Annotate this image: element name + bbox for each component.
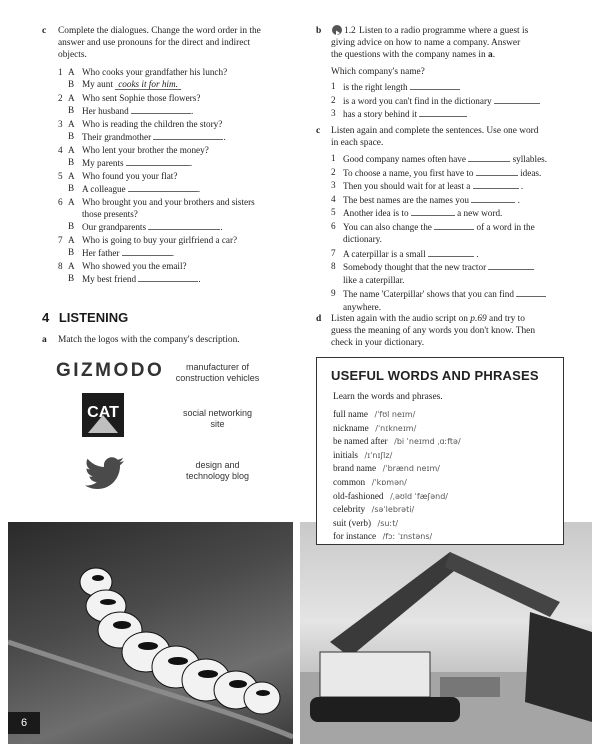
dialogue-response <box>82 220 223 233</box>
section-b-question: Which company's name? <box>331 67 425 77</box>
item-number: 9 <box>331 288 336 298</box>
speaker-b-label: B <box>68 183 75 193</box>
sentence-before: The best names are the names you <box>343 194 472 205</box>
answer-blank[interactable] <box>138 272 201 284</box>
dialogue-question: Who lent your brother the money? <box>82 145 209 155</box>
answer-blank[interactable] <box>428 247 474 257</box>
example-answer: cooks it for him. <box>115 79 181 90</box>
cat-logo-graphic <box>82 393 124 437</box>
sentence-cont: anywhere. <box>343 301 382 312</box>
response-suffix: . <box>191 106 194 116</box>
answer-blank[interactable] <box>434 220 474 230</box>
sentence-before: Somebody thought that the new tractor <box>343 262 489 272</box>
sentence-item <box>331 206 581 220</box>
speaker-b-label: B <box>68 247 75 257</box>
vocab-phonetic: /ɪˈnɪʃlz/ <box>362 450 393 460</box>
instruction-line: objects. <box>58 50 87 60</box>
item-number: 1 <box>331 81 336 91</box>
vocab-phonetic: /ˌəʊld ˈfæʃənd/ <box>387 491 448 501</box>
sentence-item <box>331 179 581 193</box>
sentence-cont: like a caterpillar. <box>343 274 405 285</box>
vocab-phonetic: /suːt/ <box>375 518 399 528</box>
dialogue-number: 7 <box>58 235 63 245</box>
answer-blank[interactable] <box>419 107 467 117</box>
item-number: 8 <box>331 261 336 271</box>
item-number: 3 <box>331 180 336 190</box>
vocab-phonetic: /ˈfʊl neɪm/ <box>371 410 416 419</box>
section-c-right-letter: c <box>316 126 321 136</box>
response-prefix: My parents <box>82 158 126 168</box>
useful-words-title: USEFUL WORDS AND PHRASES <box>331 368 539 383</box>
listening-a-letter: a <box>42 335 47 345</box>
dialogue-line-b <box>58 130 303 144</box>
description-line: manufacturer of <box>185 362 250 372</box>
response-prefix: A colleague <box>82 184 128 194</box>
instruction-text: and try to <box>489 314 525 324</box>
vocab-entry <box>333 490 559 504</box>
instruction-end: . <box>492 50 496 60</box>
section-title: LISTENING <box>58 310 129 325</box>
speaker-b-label: B <box>68 221 75 231</box>
sentence-before: To choose a name, you first have to <box>343 167 476 178</box>
sentence-text <box>343 247 479 260</box>
response-suffix: . <box>171 248 175 258</box>
description-line: design and <box>195 460 240 470</box>
sentence-after: syllables. <box>510 154 548 164</box>
response-prefix: Their grandmother <box>82 132 154 142</box>
instruction-line: answer and use pronouns for the direct and indirect <box>58 38 251 48</box>
instruction-line: Complete the dialogues. Change the word order in the <box>58 26 261 36</box>
instruction-line: check in your dictionary. <box>331 338 425 348</box>
sentence-after: a new word. <box>454 208 503 218</box>
dialogue-line-b <box>58 78 303 92</box>
vocab-word: suit (verb) <box>333 517 372 528</box>
sentence-before: The name 'Caterpillar' shows that you can find <box>343 289 517 299</box>
sentence-after: . <box>515 194 520 205</box>
gizmodo-logo: GIZMODO <box>56 360 165 381</box>
vocab-entry <box>333 422 559 436</box>
section-c-left-letter: c <box>42 26 47 36</box>
speaker-a-label: A <box>68 235 75 245</box>
dialogue-response <box>82 104 193 117</box>
listening-a-instruction: Match the logos with the company's description. <box>58 335 240 345</box>
item-text <box>343 107 467 120</box>
dialogue-question: Who cooks your grandfather his lunch? <box>82 67 228 77</box>
answer-blank[interactable] <box>153 130 226 142</box>
speaker-b-label: B <box>68 273 75 283</box>
answer-blank[interactable] <box>468 152 510 162</box>
instruction-line: guess the meaning of any words you don't know. Then <box>331 326 536 336</box>
item-text <box>343 80 460 93</box>
sentence-after: . <box>518 181 524 191</box>
sentence-before: A caterpillar is a small <box>343 248 428 259</box>
vocab-entry <box>333 476 559 490</box>
useful-words-list <box>333 408 559 544</box>
response-prefix: My best friend <box>82 274 139 284</box>
sentence-text <box>343 179 523 192</box>
caterpillar-photo <box>8 522 293 744</box>
vocab-word: full name <box>333 409 368 419</box>
twitter-bird-icon <box>84 456 126 492</box>
dialogue-line-a <box>58 170 303 182</box>
sentence-text <box>343 260 534 273</box>
listening-heading <box>42 310 128 325</box>
sentence-item <box>331 166 581 180</box>
sentence-item <box>331 287 581 301</box>
description-social <box>160 408 275 430</box>
vocab-entry <box>333 449 559 463</box>
answer-blank[interactable] <box>126 156 193 168</box>
dialogue-line-b <box>58 246 303 260</box>
vocab-phonetic: /ˈkɒmən/ <box>369 477 407 487</box>
dialogue-response <box>82 156 192 169</box>
answer-blank[interactable] <box>128 182 201 194</box>
sentence-item <box>331 220 581 234</box>
sentence-item-cont <box>331 274 581 288</box>
sentence-text <box>343 206 502 219</box>
dialogue-number: 2 <box>58 93 63 103</box>
vocab-word: be named after <box>333 436 388 447</box>
item-label: has a story behind it <box>343 109 420 119</box>
vocab-entry <box>333 530 559 544</box>
section-b-track: 1.2 <box>344 26 356 36</box>
vocab-phonetic: /bi ˈneɪmd ˌɑːftə/ <box>391 437 461 447</box>
sentence-text <box>343 152 547 165</box>
answer-blank[interactable] <box>494 94 540 104</box>
instruction-line <box>331 313 535 325</box>
dialogue-question: Who showed you the email? <box>82 261 187 271</box>
section-b-items <box>331 80 581 121</box>
response-suffix: . <box>223 132 226 142</box>
item-text <box>343 94 540 107</box>
instruction-bold: a <box>488 50 493 60</box>
dialogue-list <box>58 66 303 286</box>
response-prefix: Our grandparents <box>82 222 149 232</box>
vocab-entry <box>333 517 559 531</box>
vocab-phonetic: /ˈnɪkneɪm/ <box>372 423 417 433</box>
description-line: social networking <box>182 408 253 418</box>
item-number: 2 <box>331 166 336 177</box>
vocab-word: old-fashioned <box>333 490 384 501</box>
dialogue-number: 8 <box>58 261 63 271</box>
speaker-a-label: A <box>68 261 75 271</box>
instruction-line: giving advice on how to name a company. Answer <box>331 38 521 48</box>
sentence-after: . <box>473 248 479 259</box>
page-number: 6 <box>8 712 40 734</box>
cat-logo <box>82 393 124 437</box>
section-c-left-instruction <box>58 25 261 61</box>
description-line: construction vehicles <box>175 373 260 383</box>
instruction-line <box>331 49 581 61</box>
sentence-text <box>343 193 520 206</box>
answer-blank[interactable] <box>411 206 455 216</box>
answer-blank[interactable] <box>131 104 194 116</box>
instruction-text: Listen again with the audio script on <box>331 314 468 324</box>
dialogue-response <box>82 182 200 195</box>
dialogue-line-b <box>58 156 303 170</box>
vocab-phonetic: /səˈlebrəti/ <box>369 505 415 515</box>
sentence-text <box>343 166 541 179</box>
item-label: is a word you can't find in the dictionary <box>343 95 494 106</box>
speaker-a-label: A <box>68 119 75 129</box>
response-suffix: . <box>197 184 201 194</box>
useful-words-intro: Learn the words and phrases. <box>333 392 443 402</box>
item-number: 3 <box>331 108 336 118</box>
question-item <box>331 107 581 121</box>
dialogue-number: 3 <box>58 119 63 129</box>
answer-blank[interactable] <box>122 246 175 258</box>
response-prefix: Her father <box>82 248 122 258</box>
dialogue-question-cont: those presents? <box>82 209 138 219</box>
dialogue-question: Who is reading the children the story? <box>82 119 223 129</box>
dialogue-response <box>82 246 174 259</box>
sentence-item <box>331 260 581 274</box>
item-label: is the right length <box>343 82 410 92</box>
vocab-word: common <box>333 476 366 487</box>
speaker-a-label: A <box>68 93 75 103</box>
section-c-right-items <box>331 152 581 314</box>
speaker-b-label: B <box>68 157 75 167</box>
speaker-a-label: A <box>68 197 75 207</box>
speaker-a-label: A <box>68 67 75 77</box>
vocab-word: nickname <box>333 422 369 433</box>
vocab-entry <box>333 462 559 476</box>
answer-blank[interactable] <box>148 220 223 232</box>
answer-blank[interactable] <box>488 260 534 270</box>
instruction-text: the questions with the company names in <box>331 50 486 60</box>
dialogue-line-a <box>58 118 303 130</box>
dialogue-question: Who sent Sophie those flowers? <box>82 93 201 103</box>
sentence-item-cont <box>331 233 581 247</box>
dialogue-response <box>82 78 181 90</box>
dialogue-line-b <box>58 104 303 118</box>
section-d-instruction <box>331 313 535 349</box>
sentence-before: Then you should wait for at least a <box>343 181 473 191</box>
speaker-a-label: A <box>68 145 75 155</box>
vocab-word: celebrity <box>333 504 366 515</box>
speaker-b-label: B <box>68 131 75 141</box>
answer-blank[interactable] <box>410 80 460 90</box>
vocab-phonetic: /fɔː ˈɪnstəns/ <box>380 532 433 542</box>
question-item <box>331 94 581 108</box>
dialogue-number: 4 <box>58 145 63 155</box>
item-number: 2 <box>331 94 336 105</box>
audio-script-reference: p.69 <box>470 314 487 324</box>
dialogue-number: 6 <box>58 197 63 207</box>
section-c-right-instruction <box>331 125 538 149</box>
item-number: 5 <box>331 207 336 217</box>
response-suffix: . <box>198 274 201 284</box>
dialogue-line-b <box>58 272 303 286</box>
instruction-line: Listen again and complete the sentences. Use one word <box>331 126 539 136</box>
sentence-before: Good company names often have <box>343 154 469 164</box>
answer-blank[interactable] <box>473 179 519 189</box>
sentence-text <box>343 220 535 233</box>
answer-blank[interactable] <box>471 193 515 203</box>
sentence-before: Another idea is to <box>343 208 411 218</box>
sentence-before: You can also change the <box>343 221 435 232</box>
section-number: 4 <box>42 310 50 325</box>
description-construction <box>160 362 275 384</box>
dialogue-line-b <box>58 182 303 196</box>
vocab-word: initials <box>333 449 359 460</box>
dialogue-line-a-cont <box>58 208 303 220</box>
vocab-entry <box>333 435 559 449</box>
excavator-photo <box>300 522 592 744</box>
dialogue-line-a <box>58 234 303 246</box>
speaker-b-label: B <box>68 79 75 89</box>
section-b-letter: b <box>316 26 322 36</box>
response-suffix: . <box>189 158 193 168</box>
dialogue-question: Who found you your flat? <box>82 171 178 181</box>
speaker-b-label: B <box>68 105 75 115</box>
dialogue-question: Who is going to buy your girlfriend a car? <box>82 235 238 245</box>
speaker-a-label: A <box>68 171 75 181</box>
dialogue-line-b <box>58 220 303 234</box>
response-prefix: My aunt <box>82 79 116 89</box>
sentence-cont: dictionary. <box>343 234 382 244</box>
dialogue-line-a <box>58 144 303 156</box>
dialogue-response <box>82 130 226 143</box>
dialogue-number: 1 <box>58 67 63 77</box>
description-blog <box>160 460 275 482</box>
item-number: 1 <box>331 153 336 163</box>
response-suffix: . <box>220 222 223 232</box>
item-number: 7 <box>331 247 336 258</box>
sentence-item-cont <box>331 301 581 315</box>
sentence-text <box>343 287 546 300</box>
sentence-item <box>331 247 581 261</box>
dialogue-number: 5 <box>58 171 63 181</box>
dialogue-line-a <box>58 66 303 78</box>
section-d-letter: d <box>316 314 322 324</box>
sentence-item <box>331 152 581 166</box>
vocab-word: for instance <box>333 531 377 542</box>
instruction-line: in each space. <box>331 138 384 148</box>
sentence-item <box>331 193 581 207</box>
vocab-phonetic: /ˈbrænd neɪm/ <box>380 464 440 474</box>
sentence-after: ideas. <box>517 167 542 178</box>
dialogue-question: Who brought you and your brothers and sisters <box>82 197 255 207</box>
dialogue-line-a <box>58 260 303 272</box>
dialogue-line-a <box>58 196 303 208</box>
response-prefix: Her husband <box>82 106 131 116</box>
section-b-instruction <box>331 25 581 61</box>
vocab-word: brand name <box>333 463 377 474</box>
dialogue-response <box>82 272 201 285</box>
sentence-after: of a word in the <box>474 221 535 232</box>
description-line: site <box>210 419 225 429</box>
item-number: 4 <box>331 193 336 204</box>
item-number: 6 <box>331 220 336 231</box>
vocab-entry <box>333 503 559 517</box>
dialogue-line-a <box>58 92 303 104</box>
description-line: technology blog <box>185 471 250 481</box>
question-item <box>331 80 581 94</box>
instruction-line: Listen to a radio programme where a guest is <box>359 26 529 36</box>
cat-logo-text: CAT <box>87 404 119 421</box>
answer-blank[interactable] <box>476 166 518 176</box>
answer-blank[interactable] <box>516 287 546 297</box>
useful-words-box <box>316 357 564 545</box>
vocab-entry <box>333 408 559 422</box>
